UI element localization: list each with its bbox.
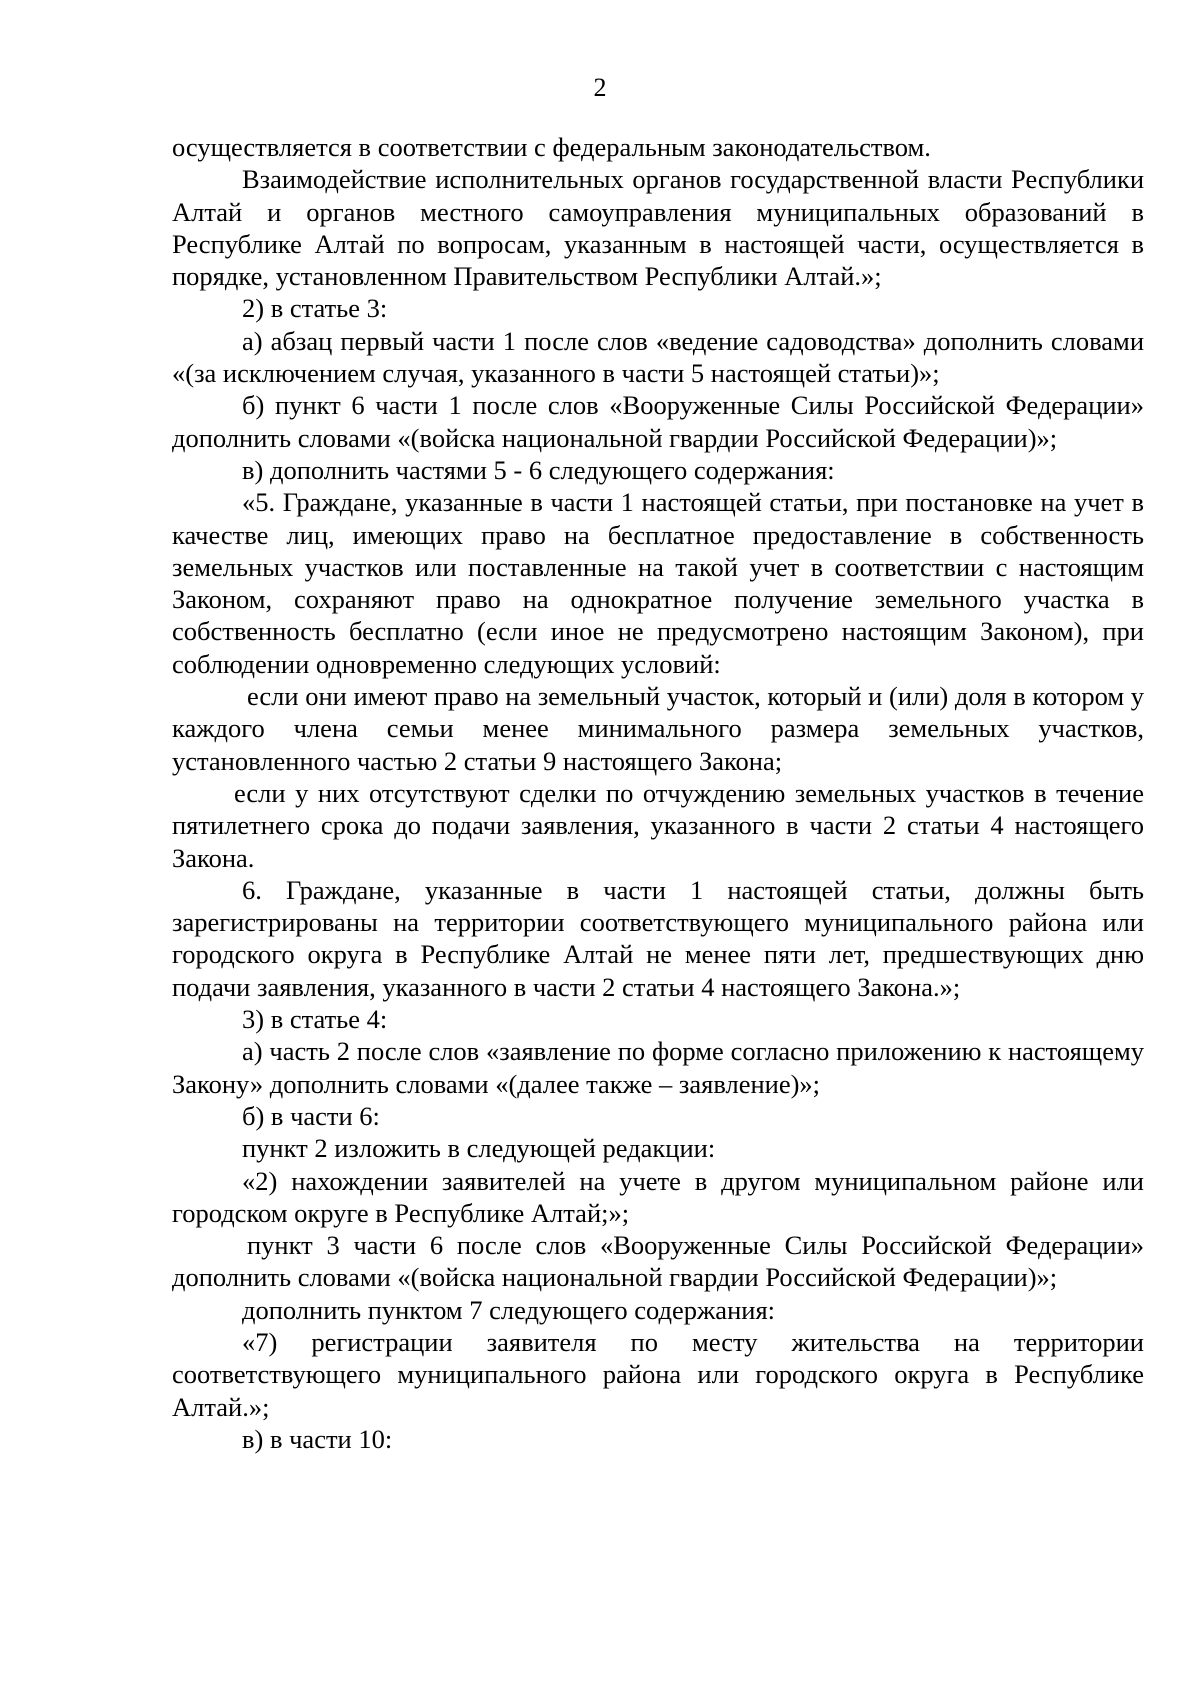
paragraph-interaction: Взаимодействие исполнительных органов государственной власти Республики Алтай и органов местного самоуправления муниципальных образований в Республике Алтай по вопросам, указанным в настоящей части, осуществляется в порядке, установленном Правительством Республики Алтай.»; [172,164,1144,292]
paragraph-item-7: «7) регистрации заявителя по месту жительства на территории соответствующего муниципального района или городского округа в Республике Алтай.»; [172,1326,1144,1422]
paragraph-part-6: 6. Граждане, указанные в части 1 настоящей статьи, должны быть зарегистрированы на территории соответствующего муниципального района или городского округа в Республике Алтай не менее пяти лет, предшествующих дню подачи заявления, указанного в части 2 статьи 4 настоящего Закона.»; [172,874,1144,1002]
page-number: 2 [593,73,607,102]
paragraph-item-2-heading: пункт 2 изложить в следующей редакции: [242,1133,716,1164]
document-body [172,131,1144,1455]
paragraph-part-5: «5. Граждане, указанные в части 1 настоящей статьи, при постановке на учет в качестве лиц, имеющих право на бесплатное предоставление в собственность земельных участков или поставленные на такой учет в соответствии с настоящим Законом, сохраняют право на однократное получение земельного участка в собственность бесплатно (если иное не предусмотрено настоящим Законом), при соблюдении одновременно следующих условий: [172,487,1144,679]
paragraph-article-4-v: в) в части 10: [242,1423,393,1454]
paragraph-item-2: «2) нахождении заявителей на учете в другом муниципальном районе или городском округе в Республике Алтай;»; [172,1165,1144,1228]
paragraph-article-3-heading: 2) в статье 3: [242,293,388,324]
paragraph-continuation: осуществляется в соответствии с федеральным законодательством. [172,132,931,162]
paragraph-article-4-heading: 3) в статье 4: [242,1004,388,1035]
paragraph-article-3-v: в) дополнить частями 5 - 6 следующего содержания: [242,454,835,485]
paragraph-article-4-b: б) в части 6: [242,1100,380,1131]
paragraph-condition-2: если у них отсутствуют сделки по отчуждению земельных участков в течение пятилетнего срока до подачи заявления, указанного в части 2 статьи 4 настоящего Закона. [172,777,1144,873]
paragraph-item-7-heading: дополнить пунктом 7 следующего содержания: [242,1294,775,1325]
paragraph-article-3-a: а) абзац первый части 1 после слов «ведение садоводства» дополнить словами «(за исключением случая, указанного в части 5 настоящей статьи)»; [172,325,1144,389]
paragraph-article-3-b: б) пункт 6 части 1 после слов «Вооруженные Силы Российской Федерации» дополнить словами «(войска национальной гвардии Российской Федерации)»; [172,390,1144,453]
paragraph-condition-1: если они имеют право на земельный участок, который и (или) доля в котором у каждого члена семьи менее минимального размера земельных участков, установленного частью 2 статьи 9 настоящего Закона; [172,681,1144,776]
paragraph-article-4-a: а) часть 2 после слов «заявление по форме согласно приложению к настоящему Закону» дополнить словами «(далее также – заявление)»; [172,1036,1144,1099]
paragraph-item-3: пункт 3 части 6 после слов «Вооруженные Силы Российской Федерации» дополнить словами «(войска национальной гвардии Российской Федерации)»; [172,1230,1144,1293]
